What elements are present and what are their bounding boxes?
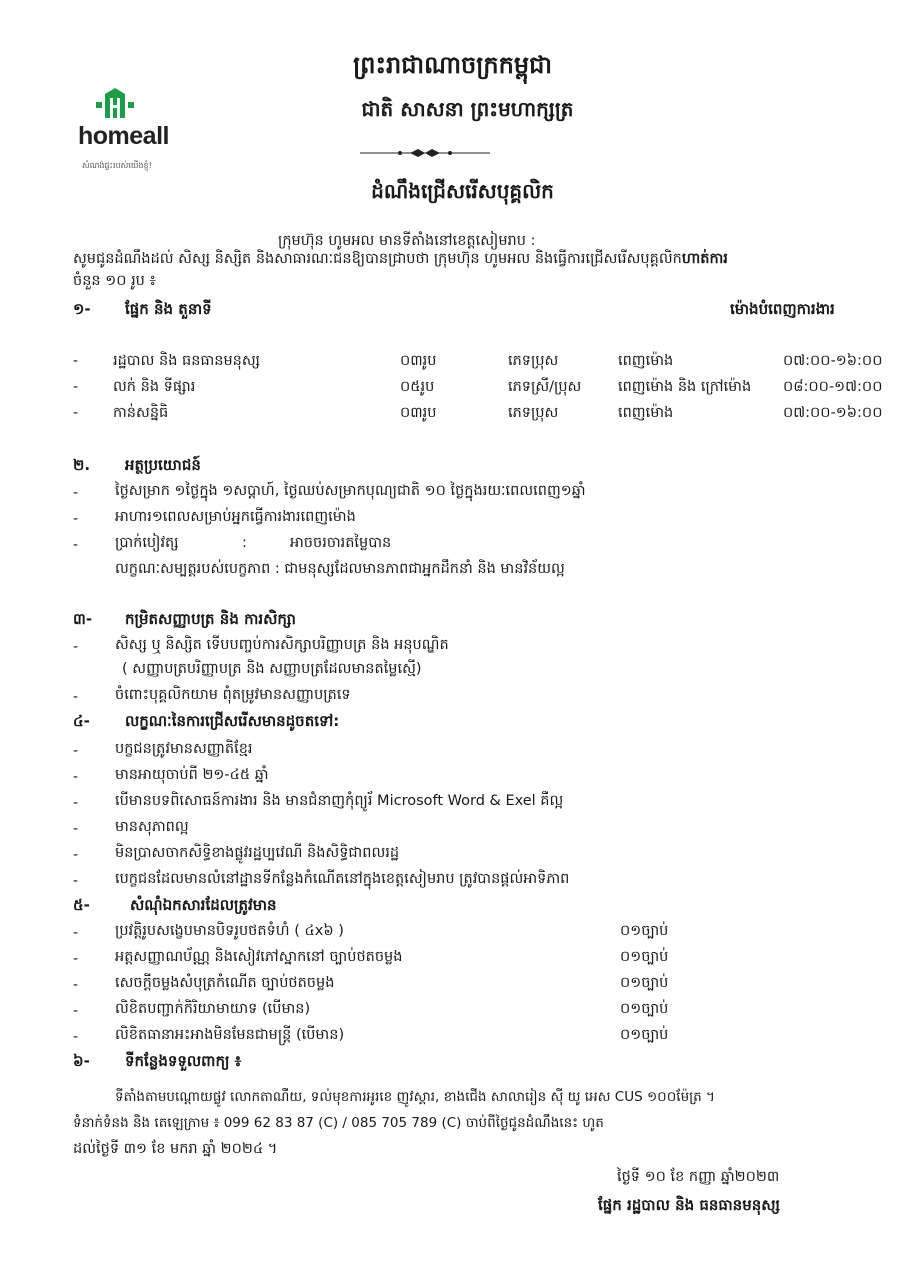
ornament-divider [360, 148, 490, 158]
requirement-item: មានអាយុចាប់ពី ២១-៤៥ ឆ្នាំ [115, 767, 269, 783]
position-gender: ភេទប្រុស [508, 405, 559, 421]
announcement-date: ថ្ងៃទី ១០ ខែ កញ្ញា ឆ្នាំ២០២៣ [617, 1169, 780, 1185]
document-item: សេចក្តីចម្លងសំបុត្រកំណើត ច្បាប់ថតចម្លង [115, 975, 335, 991]
logo-tagline: សំណង់ផ្ទះរបស់យើងខ្ញុំ! [82, 161, 152, 170]
list-dash: - [73, 821, 79, 837]
section5-title: សំណុំឯកសារដែលត្រូវមាន [130, 896, 277, 914]
list-dash: - [73, 1029, 79, 1045]
document-item: លិខិតបញ្ជាក់កិរិយាមាយាទ (បើមាន) [115, 1001, 311, 1017]
intro-company-line: ក្រុមហ៊ុន ហូមអល មានទីតាំងនៅខេត្តសៀមរាប : [278, 233, 536, 249]
candidate-qualities: លក្ខណៈសម្បត្តរបស់បេក្ខភាព : ជាមនុស្សដែលមានភាពជាអ្នកដឹកនាំ និង មានវិន័យល្អ [115, 561, 565, 577]
position-count: ០៣រូប [400, 405, 437, 421]
list-dash: - [73, 977, 79, 993]
education-item: ចំពោះបុគ្គលិកយាម ពុំតម្រូវមានសញ្ញាបត្រទេ [115, 687, 351, 703]
position-time: ០៨:០០-១៧:០០ [783, 379, 883, 395]
section2-number: ២. [73, 456, 91, 474]
signature-department: ផ្នែក រដ្ឋបាល និង ធនធានមនុស្ស [598, 1196, 780, 1214]
list-dash: - [73, 639, 79, 655]
section3-number: ៣- [73, 610, 93, 628]
position-role: លក់ និង ទីផ្សារ [113, 379, 196, 395]
position-type: ពេញម៉ោង និង ក្រៅម៉ោង [618, 379, 752, 395]
kingdom-title: ព្រះរាជាណាចក្រកម្ពុជា [353, 50, 552, 79]
deadline-line: ដល់ថ្ងៃទី ៣១ ខែ មករា ឆ្នាំ ២០២៤ ។ [73, 1141, 278, 1157]
position-type: ពេញម៉ោង [618, 405, 674, 421]
position-type: ពេញម៉ោង [618, 353, 674, 369]
section3-title: កម្រិតសញ្ញាបត្រ និង ការសិក្សា [125, 610, 296, 628]
intro-announcement-line [73, 250, 728, 268]
list-dash: - [73, 1003, 79, 1019]
document-qty: ០១ច្បាប់ [620, 949, 669, 965]
list-dash: - [73, 873, 79, 889]
document-item: លិខិតធានាអះអាងមិនមែនជាមន្ត្រី (បើមាន) [115, 1027, 345, 1043]
row-dash: - [73, 353, 79, 369]
section2-title: អត្ថប្រយោជន៍ [125, 456, 201, 474]
benefit-item: ថ្ងៃសម្រាក ១ថ្ងៃក្នុង ១សប្តាហ៍, ថ្ងៃឈប់សម្រាកបុណ្យជាតិ ១០ ថ្ងៃក្នុងរយៈពេលពេញ១ឆ្នាំ [115, 483, 586, 499]
list-dash: - [73, 689, 79, 705]
benefit-item: អាហារ១ពេលសម្រាប់អ្នកធ្វើការងារពេញម៉ោង [115, 509, 356, 525]
document-qty: ០១ច្បាប់ [620, 1001, 669, 1017]
section1-title: ផ្នែក និង តួនាទី [125, 300, 212, 318]
position-time: ០៧:០០-១៦:០០ [783, 353, 883, 369]
list-dash: - [73, 485, 79, 501]
list-dash: - [73, 743, 79, 759]
position-count: ០៥រូប [400, 379, 435, 395]
requirement-item: មានសុភាពល្អ [115, 819, 189, 835]
document-item: អត្តសញ្ញាណប័ណ្ណ និងសៀវភៅស្នាកនៅ ច្បាប់ថតចម្លង [115, 949, 403, 965]
list-dash: - [73, 537, 79, 553]
position-time: ០៧:០០-១៦:០០ [783, 405, 883, 421]
document-qty: ០១ច្បាប់ [620, 923, 669, 939]
list-dash: - [73, 847, 79, 863]
list-dash: - [73, 951, 79, 967]
section4-number: ៤- [73, 712, 90, 730]
intro-count-line: ចំនួន ១០ រូប ៖ [73, 273, 156, 289]
location-address: ទីតាំងតាមបណ្តោយផ្លូវ លោកតាណឺយ, ទល់មុខការអូរខេ ញូវស្គារ, ខាងជើង សាលារៀន ស៊ី យូ អេស CUS ១០០ម៉ែត្រ ។ [115, 1089, 715, 1105]
list-dash: - [73, 769, 79, 785]
education-item: សិស្ស ឬ និស្សិត ទើបបញ្ចប់ការសិក្សាបរិញ្ញាបត្រ និង អនុបណ្ឌិត [115, 637, 449, 653]
position-gender: ភេទប្រុស [508, 353, 559, 369]
contact-line: ទំនាក់ទំនង និង តេឡេក្រាម ៖ 099 62 83 87 (C) / 085 705 789 (C) ចាប់ពីថ្ងៃជូនដំណឹងនេះ ហូត [73, 1115, 604, 1131]
position-count: ០៣រូប [400, 353, 437, 369]
section4-title: លក្ខណៈនៃការជ្រើសរើសមានដូចតទៅ: [125, 712, 340, 730]
section5-number: ៥- [73, 896, 90, 914]
requirement-item: បក្ខជនត្រូវមានសញ្ញាតិខ្មែរ [115, 741, 253, 757]
list-dash: - [73, 925, 79, 941]
document-qty: ០១ច្បាប់ [620, 975, 669, 991]
salary-colon: : [242, 535, 247, 551]
national-motto: ជាតិ សាសនា ព្រះមហាក្សត្រ [361, 97, 574, 121]
benefit-salary-label: ប្រាក់បៀវត្ស [115, 535, 179, 551]
requirement-item: បើមានបទពិសោធន៍ការងារ និង មានជំនាញកុំព្យូរ័ Microsoft Word & Exel គឺល្អ [115, 793, 564, 809]
announcement-title: ដំណឹងជ្រើសរើសបុគ្គលិក [371, 179, 554, 203]
row-dash: - [73, 405, 79, 421]
intro-text: សូមជូនដំណឹងដល់ សិស្ស និស្សិត និងសាធារណៈជនឱ្យបានជ្រាបថា ក្រុមហ៊ុន ហូមអល និងធ្វើការជ្រើសរើសបុគ្គលិក [73, 251, 682, 267]
intro-intern-label: ហាត់ការ [681, 251, 728, 267]
list-dash: - [73, 795, 79, 811]
document-qty: ០១ច្បាប់ [620, 1027, 669, 1043]
position-role: កាន់សន្និធិ [113, 405, 169, 421]
logo-name: homeall [78, 122, 169, 150]
requirement-item: បេក្ខជនដែលមានលំនៅដ្ឋានទីកន្លែងកំណើតនៅក្នុងខេត្តសៀមរាប ត្រូវបានផ្តល់អាទិភាព [115, 871, 570, 887]
benefit-salary-value: អាចចរចារតម្លៃបាន [290, 535, 392, 551]
document-item: ប្រវត្តិរូបសង្ខេបមានបិទរូបថតទំហំ ( ៤x៦ ) [115, 923, 344, 939]
requirement-item: មិនប្រាសចាកសិទ្ធិខាងផ្លូវរដ្ឋប្បវេណី និងសិទ្ធិជាពលរដ្ឋ [115, 845, 400, 861]
section1-number: ១- [73, 300, 91, 318]
row-dash: - [73, 379, 79, 395]
list-dash: - [73, 511, 79, 527]
position-role: រដ្ឋបាល និង ធនធានមនុស្ស [113, 353, 260, 369]
education-note: ( សញ្ញាបត្របរិញ្ញាបត្រ និង សញ្ញាបត្រដែលមានតម្លៃស្មើ) [122, 661, 422, 677]
position-gender: ភេទស្រី/ប្រុស [508, 379, 582, 395]
section6-title: ទីកន្លែងទទួលពាក្យ ៖ [125, 1052, 242, 1070]
section6-number: ៦- [73, 1052, 90, 1070]
section1-hours-title: ម៉ោងបំពេញការងារ [730, 300, 835, 318]
